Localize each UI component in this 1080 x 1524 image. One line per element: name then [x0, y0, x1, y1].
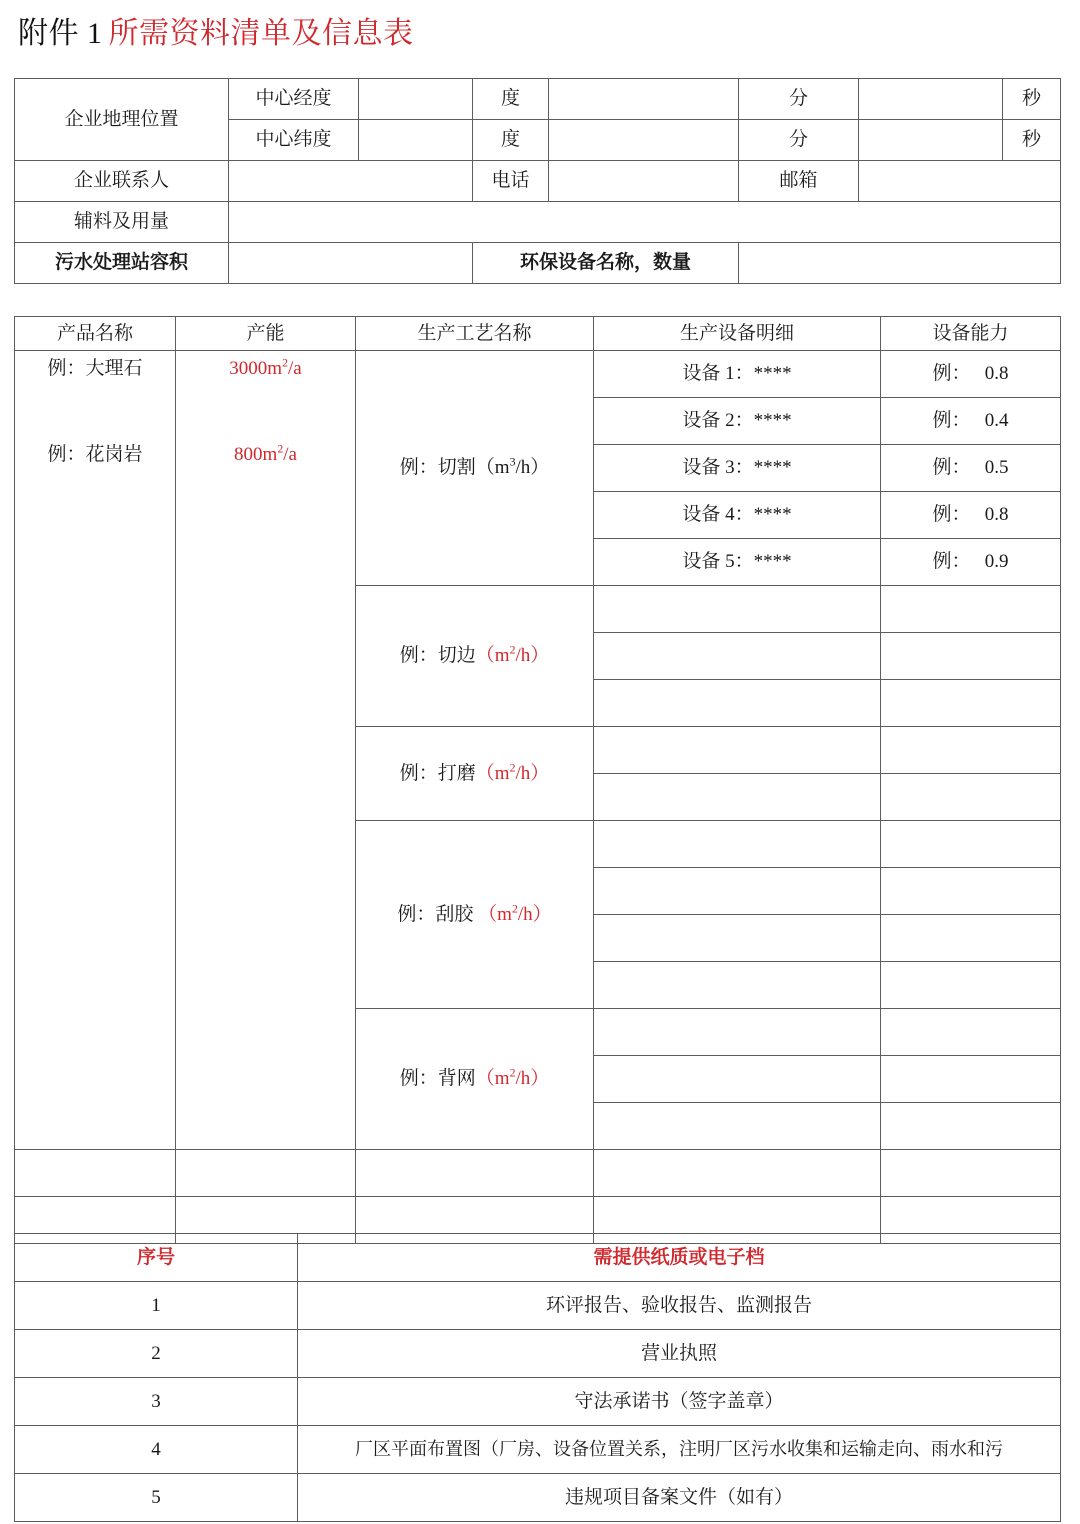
second-unit-label-latitude: 秒 [1003, 120, 1061, 161]
equipment-capability[interactable]: 例： 0.8 [881, 351, 1061, 398]
equipment-name[interactable] [594, 586, 881, 633]
equipment-capability[interactable]: 例： 0.5 [881, 445, 1061, 492]
center-latitude-degree-input[interactable] [359, 120, 473, 161]
table-row-doc-2 [15, 1330, 1061, 1378]
doc-description: 环评报告、验收报告、监测报告 [298, 1282, 1061, 1330]
wastewater-volume-label: 污水处理站容积 [15, 243, 229, 284]
center-latitude-minute-input[interactable] [549, 120, 739, 161]
equipment-capability[interactable] [881, 680, 1061, 727]
doc-description: 营业执照 [298, 1330, 1061, 1378]
center-latitude-second-input[interactable] [859, 120, 1003, 161]
center-longitude-degree-input[interactable] [359, 79, 473, 120]
equipment-name[interactable]: 设备 2：**** [594, 398, 881, 445]
doc-number: 3 [15, 1378, 298, 1426]
header-equipment-detail: 生产设备明细 [594, 317, 881, 351]
table-row-auxiliary [15, 202, 1061, 243]
equipment-name[interactable] [594, 868, 881, 915]
page-title-prefix: 附件 1 [18, 17, 103, 50]
environmental-equipment-label: 环保设备名称，数量 [473, 243, 739, 284]
page-title-main: 所需资料清单及信息表 [108, 17, 414, 50]
doc-number: 1 [15, 1282, 298, 1330]
process-unit-back-mesh: $(m^2/h)$ [475, 1066, 550, 1090]
header-process-name: 生产工艺名称 [356, 317, 594, 351]
email-label: 邮箱 [739, 161, 859, 202]
doc-description: 违规项目备案文件（如有） [298, 1474, 1061, 1522]
table-row-blank [15, 1150, 1061, 1197]
process-label-cutting: 例：切割 [399, 457, 476, 479]
process-name-back-mesh[interactable] [356, 1009, 594, 1150]
equipment-name[interactable] [594, 915, 881, 962]
equipment-capability[interactable] [881, 962, 1061, 1009]
blank-product-name[interactable] [15, 1150, 176, 1197]
process-label-back-mesh: 例：背网 [399, 1068, 476, 1090]
process-name-cutting[interactable] [356, 351, 594, 586]
process-unit-polishing: $(m^2/h)$ [475, 761, 550, 784]
equipment-capability[interactable] [881, 727, 1061, 774]
contact-person-label: 企业联系人 [15, 161, 229, 202]
doc-number: 2 [15, 1330, 298, 1378]
doc-number: 5 [15, 1474, 298, 1522]
doc-description: 守法承诺书（签字盖章） [298, 1378, 1061, 1426]
capacity-value-1: $3000m^2/a$ [229, 356, 302, 379]
blank-equipment-name[interactable] [594, 1150, 881, 1197]
auxiliary-material-input[interactable] [229, 202, 1061, 243]
table-row-longitude [15, 79, 1061, 120]
equipment-capability[interactable] [881, 586, 1061, 633]
process-label-glue-scraping: 例：刮胶 [397, 903, 479, 925]
equipment-capability[interactable]: 例： 0.8 [881, 492, 1061, 539]
equipment-capability[interactable]: 例： 0.9 [881, 539, 1061, 586]
equipment-capability[interactable] [881, 821, 1061, 868]
equipment-capability[interactable]: 例： 0.4 [881, 398, 1061, 445]
table-row-process1-eq1 [15, 351, 1061, 398]
equipment-capability[interactable] [881, 1103, 1061, 1150]
table-row-doc-3 [15, 1378, 1061, 1426]
product-name-2: 例：花岗岩 [47, 444, 143, 465]
center-longitude-minute-input[interactable] [549, 79, 739, 120]
process-name-glue-scraping[interactable] [356, 821, 594, 1009]
equipment-name[interactable] [594, 633, 881, 680]
table-row-contact [15, 161, 1061, 202]
doc-description: 厂区平面布置图（厂房、设备位置关系，注明厂区污水收集和运输走向、雨水和污 [298, 1426, 1061, 1474]
equipment-name[interactable] [594, 1103, 881, 1150]
equipment-capability[interactable] [881, 1056, 1061, 1103]
center-latitude-label: 中心纬度 [229, 120, 359, 161]
equipment-name[interactable] [594, 727, 881, 774]
minute-unit-label-latitude: 分 [739, 120, 859, 161]
equipment-name[interactable]: 设备 3：**** [594, 445, 881, 492]
header-sequence-number: 序号 [15, 1234, 298, 1282]
degree-unit-label-longitude: 度 [473, 79, 549, 120]
wastewater-volume-input[interactable] [229, 243, 473, 284]
header-capacity: 产能 [176, 317, 356, 351]
equipment-capability[interactable] [881, 915, 1061, 962]
equipment-name[interactable]: 设备 4：**** [594, 492, 881, 539]
header-equipment-capability: 设备能力 [881, 317, 1061, 351]
equipment-name[interactable] [594, 962, 881, 1009]
center-longitude-second-input[interactable] [859, 79, 1003, 120]
product-name-1: 例：大理石 [47, 358, 143, 379]
table-header-row [15, 317, 1061, 351]
equipment-name[interactable] [594, 774, 881, 821]
capacity-column[interactable] [176, 351, 356, 1150]
table-row-wastewater [15, 243, 1061, 284]
page-title [18, 14, 414, 54]
equipment-capability[interactable] [881, 633, 1061, 680]
equipment-name[interactable] [594, 1056, 881, 1103]
table-header-row-docs [15, 1234, 1061, 1282]
process-unit-glue-scraping: $(m^2/h)$ [478, 902, 552, 925]
process-name-polishing[interactable] [356, 727, 594, 821]
table-row-doc-4 [15, 1426, 1061, 1474]
auxiliary-material-label: 辅料及用量 [15, 202, 229, 243]
header-product-name: 产品名称 [15, 317, 176, 351]
required-documents-table [14, 1233, 1061, 1522]
blank-capacity[interactable] [176, 1150, 356, 1197]
blank-process-name[interactable] [356, 1150, 594, 1197]
process-name-edging[interactable] [356, 586, 594, 727]
geo-location-label: 企业地理位置 [15, 79, 229, 161]
process-unit-cutting: $(m^3/h)$ [475, 455, 550, 479]
phone-label: 电话 [473, 161, 549, 202]
contact-person-input[interactable] [229, 161, 473, 202]
second-unit-label-longitude: 秒 [1003, 79, 1061, 120]
product-name-column[interactable] [15, 351, 176, 1150]
equipment-capability[interactable] [881, 774, 1061, 821]
header-required-documents: 需提供纸质或电子档 [298, 1234, 1061, 1282]
degree-unit-label-latitude: 度 [473, 120, 549, 161]
table-row-doc-5 [15, 1474, 1061, 1522]
equipment-name[interactable] [594, 680, 881, 727]
minute-unit-label-longitude: 分 [739, 79, 859, 120]
production-table [14, 316, 1061, 1244]
process-unit-edging: $(m^2/h)$ [475, 643, 550, 667]
equipment-name[interactable]: 设备 1：**** [594, 351, 881, 398]
equipment-capability[interactable] [881, 1009, 1061, 1056]
process-label-edging: 例：切边 [399, 645, 476, 667]
table-row-doc-1 [15, 1282, 1061, 1330]
environmental-equipment-input[interactable] [739, 243, 1061, 284]
process-label-polishing: 例：打磨 [399, 762, 476, 784]
equipment-name[interactable]: 设备 5：**** [594, 539, 881, 586]
capacity-value-2: $800m^2/a$ [234, 442, 297, 465]
company-info-table [14, 78, 1061, 284]
phone-input[interactable] [549, 161, 739, 202]
blank-equipment-capability[interactable] [881, 1150, 1061, 1197]
equipment-capability[interactable] [881, 868, 1061, 915]
equipment-name[interactable] [594, 1009, 881, 1056]
doc-number: 4 [15, 1426, 298, 1474]
center-longitude-label: 中心经度 [229, 79, 359, 120]
email-input[interactable] [859, 161, 1061, 202]
equipment-name[interactable] [594, 821, 881, 868]
